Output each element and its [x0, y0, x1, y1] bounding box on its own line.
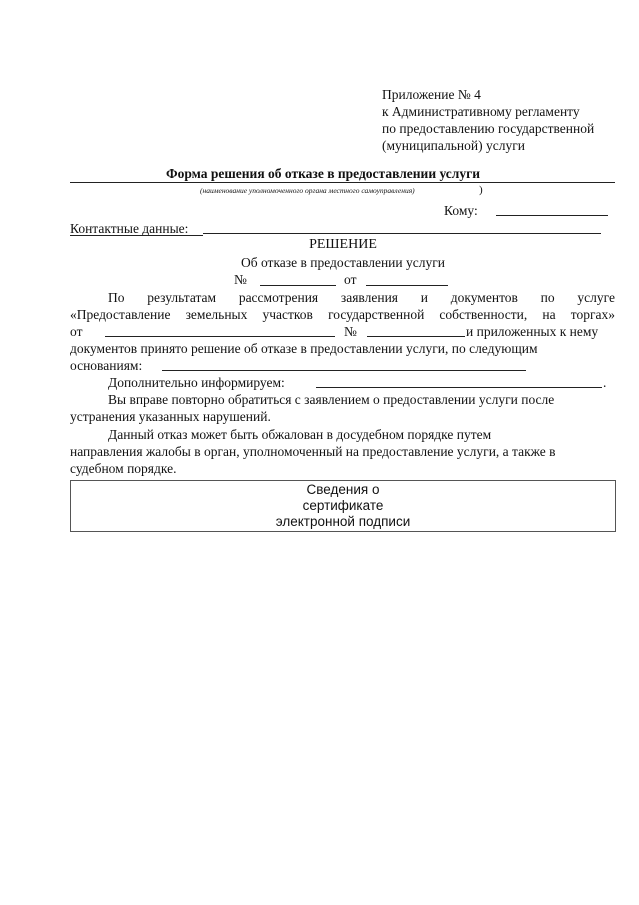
p1-from-label: от — [70, 324, 83, 339]
p1-line-3-tail: и приложенных к нему — [466, 324, 599, 339]
p4-line-3: судебном порядке. — [70, 461, 177, 476]
number-label: № — [234, 272, 247, 287]
signature-certificate-box — [70, 480, 616, 532]
from-label: от — [344, 272, 357, 287]
appendix-line-1: Приложение № 4 — [382, 87, 481, 102]
p1-number-label: № — [344, 324, 357, 339]
appendix-line-3: по предоставлению государственной — [382, 121, 595, 136]
org-name-line — [70, 182, 615, 183]
p1-line-2: «Предоставление земельных участков государственной собственности, на торгах» — [70, 307, 615, 322]
decision-heading: РЕШЕНИЕ — [309, 237, 377, 252]
p1-line-1: По результатам рассмотрения заявления и документов по услуге — [108, 290, 615, 305]
p3-line-2: устранения указанных нарушений. — [70, 409, 271, 424]
date-field-line — [366, 285, 448, 286]
p2-label: Дополнительно информируем: — [108, 375, 285, 390]
number-field-line — [260, 285, 336, 286]
appendix-line-4: (муниципальной) услуги — [382, 138, 525, 153]
decision-subheading: Об отказе в предоставлении услуги — [240, 255, 446, 270]
signature-box-line-1: Сведения о — [306, 482, 380, 497]
p1-number-line — [367, 336, 465, 337]
appendix-line-2: к Административному регламенту — [382, 104, 580, 119]
contacts-field-line — [203, 233, 601, 234]
org-caption: (наименование уполномоченного органа местного самоуправления) — [200, 186, 415, 195]
p2-end: . — [603, 375, 607, 390]
to-label: Кому: — [444, 203, 478, 218]
p1-date-line — [105, 336, 335, 337]
org-caption-paren: ) — [479, 184, 483, 196]
p1-line-4: документов принято решение об отказе в предоставлении услуги, по следующим — [70, 341, 538, 356]
p1-line-5: основаниям: — [70, 358, 143, 373]
grounds-field-line — [162, 370, 526, 371]
form-title: Форма решения об отказе в предоставлении услуги — [166, 166, 481, 181]
to-field-line — [496, 215, 608, 216]
additional-info-line — [316, 387, 602, 388]
contacts-label: Контактные данные: — [70, 221, 189, 236]
p4-line-2: направления жалобы в орган, уполномоченный на предоставление услуги, а также в — [70, 444, 556, 459]
p3-line-1: Вы вправе повторно обратиться с заявлением о предоставлении услуги после — [108, 392, 555, 407]
p4-line-1: Данный отказ может быть обжалован в досудебном порядке путем — [108, 427, 492, 442]
signature-box-line-3: электронной подписи — [275, 514, 411, 529]
signature-box-line-2: сертификате — [302, 498, 384, 513]
